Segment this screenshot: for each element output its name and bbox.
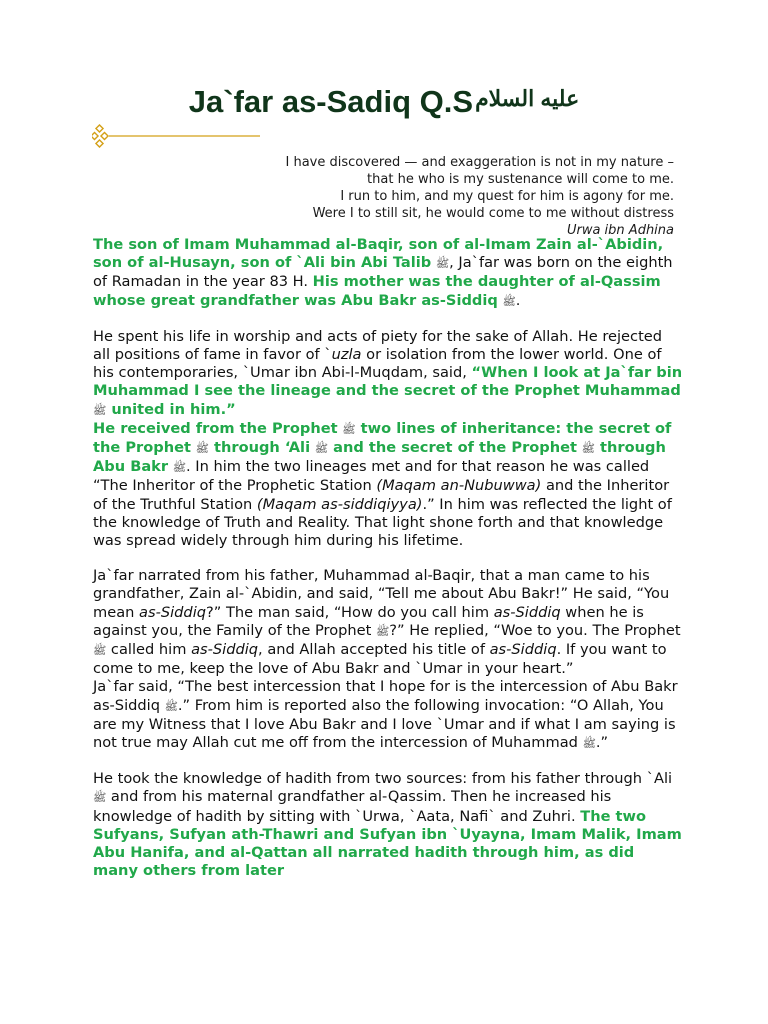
poem-line: I have discovered — and exaggeration is not in my nature – — [285, 155, 674, 170]
honorific-icon: ﷺ — [582, 737, 596, 751]
italic-term: as-Siddiq — [489, 641, 557, 659]
honorific-icon: ﷺ — [581, 442, 595, 456]
body-text: He took the knowledge of hadith from two sources: from his father through `Ali — [93, 770, 673, 788]
title-seal: عليه السلام — [475, 86, 580, 111]
honorific-icon: ﷺ — [195, 442, 209, 456]
highlight-text: The son of Imam Muhammad al-Baqir, son of al-Imam Zain al-`Abidin, son of al-Husayn, son of `Ali bin Abi Talib — [93, 236, 664, 272]
honorific-icon: ﷺ — [342, 422, 356, 436]
ornament-divider-icon — [92, 124, 262, 148]
italic-term: as-Siddiq — [493, 603, 561, 621]
body-text: He spent his life in worship and acts of piety for the sake of Allah. He rejected all positions of fame in favor of ` — [93, 327, 663, 364]
highlight-text: and the secret of the Prophet — [328, 439, 578, 457]
highlight-text: “When I look at Ja`far bin Muhammad I see the lineage and the secret of the Prophet Muhammad — [93, 364, 683, 400]
paragraph-narration — [93, 567, 683, 678]
paragraph-intercession — [93, 678, 683, 753]
honorific-icon: ﷺ — [93, 644, 107, 658]
body-text: , Ja`far was born on the eighth of Ramadan in the year 83 H. — [93, 254, 673, 291]
article-body — [93, 236, 683, 881]
honorific-icon: ﷺ — [93, 791, 107, 805]
poem-line: I run to him, and my quest for him is agony for me. — [340, 189, 674, 204]
body-text: .” — [595, 734, 609, 752]
body-text: ?” The man said, “How do you call him — [206, 603, 494, 621]
body-text: and the Inheritor of the Truthful Station — [93, 477, 670, 513]
italic-term: as-Siddiq — [191, 641, 259, 659]
body-text: and from his maternal grandfather al-Qassim. Then he increased his knowledge of hadith by sitting with `Urwa, `Aata, Nafi` and Zuhri. — [93, 788, 612, 825]
paragraph-lineage — [93, 236, 683, 311]
body-text: when he is against you, the Family of the Prophet — [93, 603, 644, 639]
italic-term: uzla — [331, 346, 362, 364]
honorific-icon: ﷺ — [502, 294, 516, 308]
honorific-icon: ﷺ — [314, 442, 329, 456]
body-text: .” In him was reflected the light of the knowledge of Truth and Reality. That light shone forth and that knowledge was spread widely through him during his lifetime. — [93, 495, 672, 550]
body-text: called him — [106, 641, 192, 659]
highlight-text: through Abu Bakr — [93, 439, 666, 476]
poem-line: that he who is my sustenance will come to me. — [367, 172, 674, 187]
honorific-icon: ﷺ — [435, 257, 450, 271]
italic-term: as-Siddiq — [139, 603, 207, 621]
honorific-icon: ﷺ — [164, 699, 178, 713]
italic-term: (Maqam an-Nubuwwa) — [376, 477, 542, 495]
paragraph-piety — [93, 328, 683, 420]
highlight-text: His mother was the daughter of al-Qassim whose great grandfather was Abu Bakr as-Siddiq — [93, 273, 661, 309]
body-text: .” From him is reported also the following invocation: “O Allah, You are my Witness that I love Abu Bakr and I love `Umar and if what I am saying is not true may Allah cut me off from the intercession of Muhammad — [93, 696, 676, 752]
paragraph-hadith — [93, 770, 683, 880]
paragraph-inheritance — [93, 420, 683, 550]
body-text: Ja`far said, “The best intercession that I hope for is the intercession of Abu Bakr as-Siddiq — [93, 678, 678, 714]
page-title — [0, 84, 768, 120]
body-text: . — [515, 291, 521, 309]
highlight-text: The two Sufyans, Sufyan ath-Thawri and Sufyan ibn `Uyayna, Imam Malik, Imam Abu Hanifa, and al-Qattan all narrated hadith through him, as did many others from later — [93, 807, 682, 880]
body-text: . If you want to come to me, keep the love of Abu Bakr and `Umar in your heart.” — [93, 641, 667, 678]
honorific-icon: ﷺ — [93, 403, 107, 417]
title-text: Ja`far as-Sadiq Q.S — [188, 84, 474, 119]
body-text: ?” He replied, “Woe to you. The Prophet — [389, 621, 681, 639]
italic-term: (Maqam as-siddiqiyya) — [256, 495, 423, 513]
honorific-icon: ﷺ — [172, 461, 187, 475]
highlight-text: united in him.” — [106, 400, 236, 418]
body-text: or isolation from the lower world. One of his contemporaries, `Umar ibn Abi-l-Muqdam, said, — [93, 346, 662, 382]
highlight-text: two lines of inheritance: the secret of the Prophet — [93, 419, 672, 457]
epigraph-poem — [285, 154, 674, 239]
highlight-text: through ‘Ali — [208, 439, 311, 457]
poem-author: Urwa ibn Adhina — [566, 223, 674, 238]
honorific-icon: ﷺ — [376, 624, 390, 638]
body-text: , and Allah accepted his title of — [258, 641, 490, 659]
body-text: Ja`far narrated from his father, Muhammad al-Baqir, that a man came to his grandfather, Zain al-`Abidin, and said, “Tell me about Abu Bakr!” He said, “You mean — [93, 567, 670, 621]
poem-line: Were I to still sit, he would come to me without distress — [312, 206, 674, 221]
highlight-text: He received from the Prophet — [93, 419, 338, 437]
body-text: . In him the two lineages met and for that reason he was called “The Inheritor of the Prophetic Station — [93, 458, 650, 495]
